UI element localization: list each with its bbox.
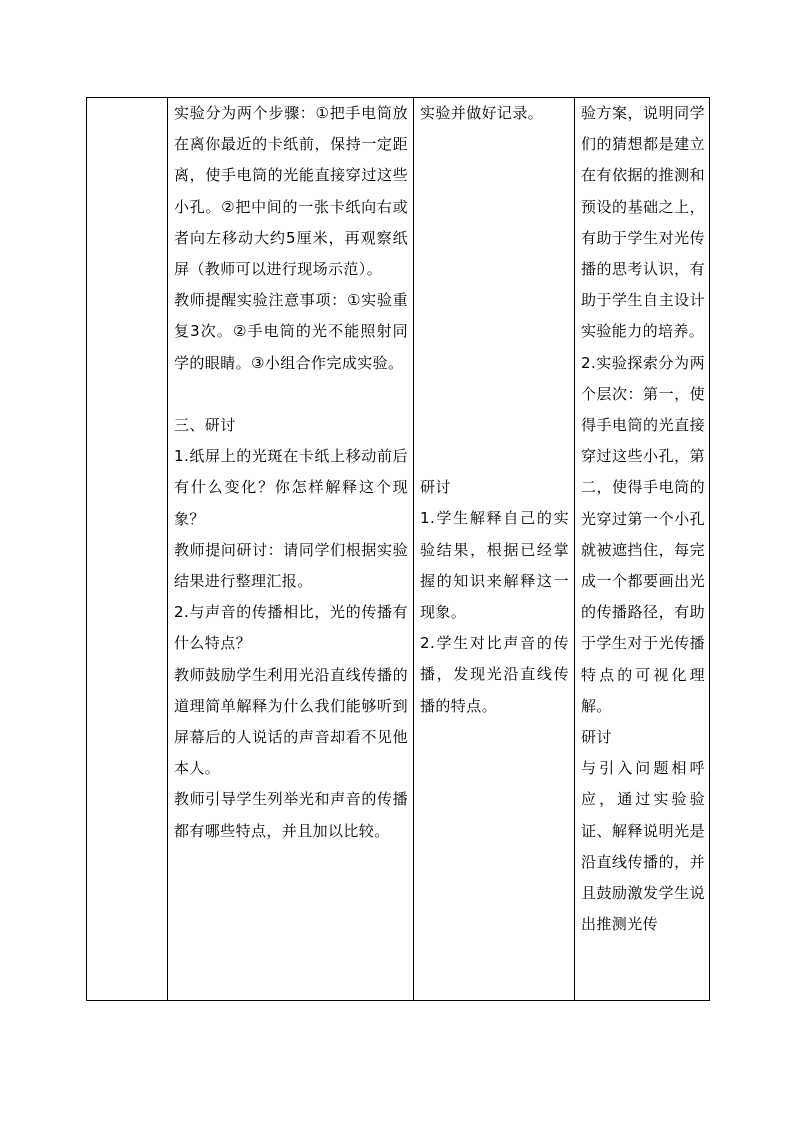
teacher-activity-cell: [168, 98, 414, 1001]
spacer: [420, 254, 569, 285]
section-heading-discussion: 研讨: [420, 478, 451, 497]
intent-paragraph-3: 与引入问题相呼应，通过实验验证、解释说明光是沿直线传播的，并且鼓励激发学生说出推测光传: [581, 759, 705, 934]
student-activity-cell: [414, 98, 575, 1001]
design-intent-cell: [575, 98, 710, 1001]
record-paragraph: 实验并做好记录。: [420, 104, 544, 122]
student-explain-paragraph: 1.学生解释自己的实验结果，根据已经掌握的知识来解释这一现象。: [420, 509, 569, 622]
empty-stage-cell: [87, 98, 168, 1001]
spacer: [420, 223, 569, 254]
spacer: [420, 316, 569, 347]
section-heading-discussion: 三、研讨: [174, 416, 236, 435]
table-row: [87, 98, 710, 1001]
intent-paragraph-2: 2.实验探索分为两个层次：第一，使得手电筒的光直接穿过这些小孔，第二，使得手电筒的光穿过第一个小孔就被遮挡住，每完成一个都要画出光的传播路径，有助于学生对于光传播特点的可视化理解。: [581, 353, 705, 715]
safety-notes-paragraph: 教师提醒实验注意事项：①实验重复3次。②手电筒的光不能照射同学的眼睛。③小组合作完成实验。: [174, 291, 408, 372]
lesson-plan-table: [86, 97, 710, 1001]
teacher-guide-paragraph: 教师引导学生列举光和声音的传播都有哪些特点，并且加以比较。: [174, 790, 408, 840]
question-1-paragraph: 1.纸屏上的光斑在卡纸上移动前后有什么变化？你怎样解释这个现象？: [174, 447, 408, 528]
experiment-steps-paragraph: 实验分为两个步骤：①把手电筒放在离你最近的卡纸前，保持一定距离，使手电筒的光能直接穿过这些小孔。②把中间的一张卡纸向右或者向左移动大约5厘米，再观察纸屏（教师可以进行现场示范）。: [174, 104, 408, 279]
spacer: [420, 410, 569, 441]
spacer: [420, 192, 569, 223]
intent-paragraph-1: 验方案，说明同学们的猜想都是建立在有依据的推测和预设的基础之上，有助于学生对光传播的思考认识，有助于学生自主设计实验能力的培养。: [581, 104, 705, 341]
spacer: [420, 285, 569, 316]
student-compare-paragraph: 2.学生对比声音的传播，发现光沿直线传播的特点。: [420, 634, 569, 715]
spacer: [420, 441, 569, 472]
spacer: [174, 379, 408, 410]
spacer: [420, 129, 569, 160]
question-2-paragraph: 2.与声音的传播相比，光的传播有什么特点？: [174, 603, 408, 653]
spacer: [420, 160, 569, 191]
teacher-encourage-paragraph: 教师鼓励学生利用光沿直线传播的道理简单解释为什么我们能够听到屏幕后的人说话的声音却看不见他本人。: [174, 665, 408, 778]
intent-heading-discussion: 研讨: [581, 728, 612, 747]
spacer: [420, 348, 569, 379]
teacher-question-paragraph: 教师提问研讨：请同学们根据实验结果进行整理汇报。: [174, 540, 408, 591]
spacer: [420, 379, 569, 410]
